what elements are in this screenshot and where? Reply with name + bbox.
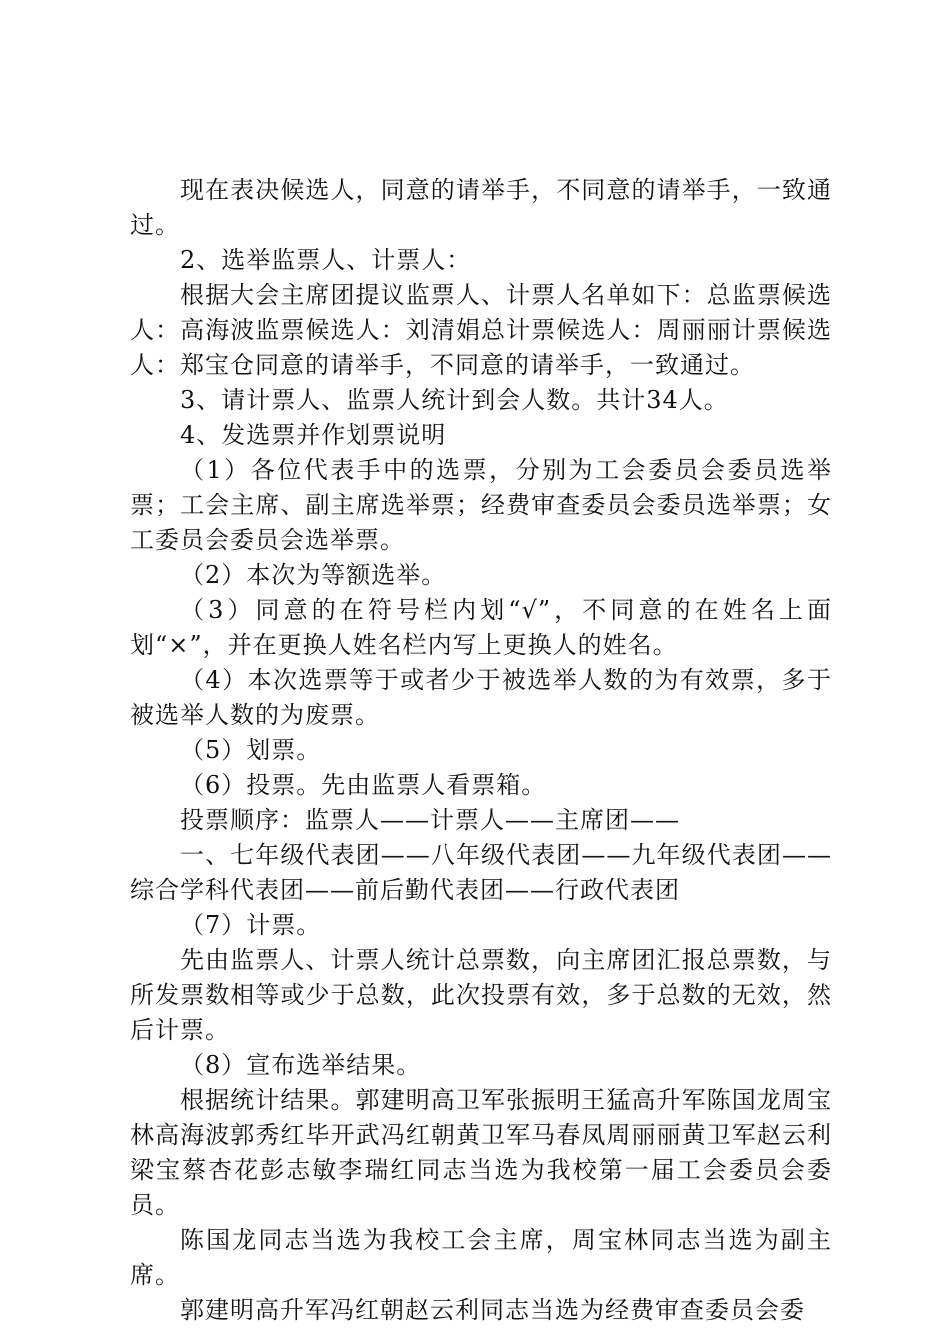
- paragraph-delegation-order: 一、七年级代表团——八年级代表团——九年级代表团——综合学科代表团——前后勤代表团——行政代表团: [130, 841, 832, 904]
- paragraph-item-4: （4）本次选票等于或者少于被选举人数的为有效票，多于被选举人数的为废票。: [130, 666, 832, 729]
- paragraph-voting-order: 投票顺序：监票人——计票人——主席团——: [180, 806, 680, 834]
- paragraph-counting: 先由监票人、计票人统计总票数，向主席团汇报总票数，与所发票数相等或少于总数，此次投票有效，多于总数的无效，然后计票。: [130, 946, 832, 1044]
- paragraph-elected-members: 根据统计结果。郭建明高卫军张振明王猛高升军陈国龙周宝林高海波郭秀红毕开武冯红朝黄卫军马春凤周丽丽黄卫军赵云利梁宝蔡杏花彭志敏李瑞红同志当选为我校第一届工会委员会委员。: [130, 1086, 832, 1219]
- paragraph-item-6: （6）投票。先由监票人看票箱。: [180, 771, 547, 799]
- paragraph-item-1: （1）各位代表手中的选票，分别为工会委员会委员选举票；工会主席、副主席选举票；经费审查委员会委员选举票；女工委员会委员会选举票。: [130, 456, 832, 554]
- paragraph-heading-3: 3、请计票人、监票人统计到会人数。共计34人。: [180, 386, 729, 414]
- paragraph-heading-2: 2、选举监票人、计票人：: [180, 246, 472, 274]
- paragraph-item-5: （5）划票。: [180, 736, 322, 764]
- document-body: [130, 173, 832, 1328]
- paragraph-scrutineer-list: 根据大会主席团提议监票人、计票人名单如下：总监票候选人：高海波监票候选人：刘清娟总计票候选人：周丽丽计票候选人：郑宝仓同意的请举手，不同意的请举手，一致通过。: [130, 281, 832, 379]
- paragraph-item-2: （2）本次为等额选举。: [180, 561, 447, 589]
- paragraph-item-8: （8）宣布选举结果。: [180, 1051, 422, 1079]
- paragraph-chairman: 陈国龙同志当选为我校工会主席，周宝林同志当选为副主席。: [130, 1226, 832, 1289]
- paragraph-item-7: （7）计票。: [180, 911, 322, 939]
- paragraph-vote-candidates: 现在表决候选人，同意的请举手，不同意的请举手，一致通过。: [130, 176, 832, 239]
- paragraph-heading-4: 4、发选票并作划票说明: [180, 421, 447, 449]
- paragraph-item-3: （3）同意的在符号栏内划“√”，不同意的在姓名上面划“×”，并在更换人姓名栏内写上更换人的姓名。: [130, 596, 832, 659]
- paragraph-audit-committee: 郭建明高升军冯红朝赵云利同志当选为经费审查委员会委: [180, 1296, 805, 1324]
